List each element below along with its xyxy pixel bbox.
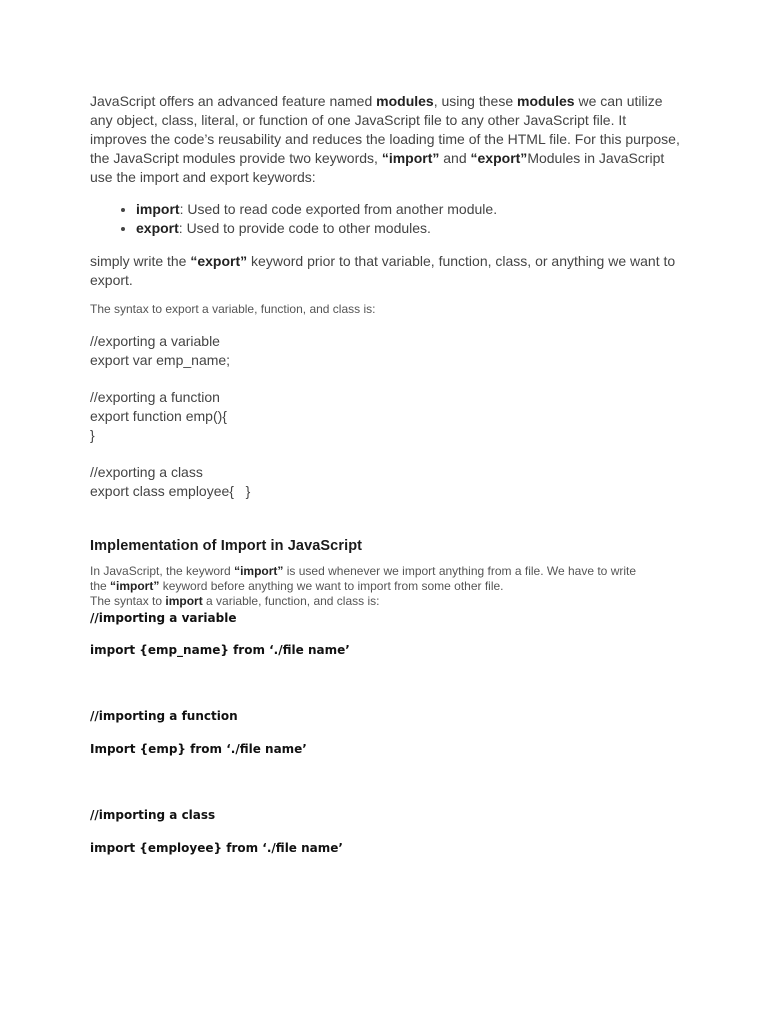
import-bold: “import” — [110, 579, 160, 593]
export-code-block: //exporting a variable export var emp_name; //exporting a function export function emp(){ } //exporting a class export class employee{ } — [90, 333, 251, 499]
import-text: The syntax to — [90, 594, 166, 608]
list-item-term: import — [136, 201, 180, 217]
list-item-term: export — [136, 220, 179, 236]
export-bold: “export” — [190, 253, 248, 269]
import-paragraph — [90, 564, 636, 609]
intro-line: improves the code’s reusability and reduces the loading time of the HTML file. For this purpose, — [90, 131, 680, 147]
intro-line: any object, class, literal, or function of one JavaScript file to any other JavaScript file. It — [90, 112, 627, 128]
import-class-statement: import {employee} from ‘./file name’ — [90, 841, 343, 855]
export-text: simply write the — [90, 253, 191, 269]
intro-line: use the import and export keywords: — [90, 169, 316, 185]
list-item-text: : Used to provide code to other modules. — [178, 220, 431, 236]
import-class-comment: //importing a class — [90, 808, 216, 822]
export-text: export. — [90, 272, 133, 288]
list-item — [136, 200, 497, 219]
export-text: keyword prior to that variable, function, class, or anything we want to — [247, 253, 676, 269]
import-text: is used whenever we import anything from a file. We have to write — [283, 564, 637, 578]
import-text: a variable, function, and class is: — [202, 594, 380, 608]
intro-bold: “export” — [470, 150, 528, 166]
export-paragraph — [90, 252, 675, 290]
import-variable-comment: //importing a variable — [90, 611, 237, 625]
intro-text: and — [439, 150, 471, 166]
intro-bold: modules — [376, 93, 434, 109]
list-item-text: : Used to read code exported from another module. — [179, 201, 498, 217]
import-variable-statement: import {emp_name} from ‘./file name’ — [90, 643, 350, 657]
section-heading: Implementation of Import in JavaScript — [90, 538, 363, 554]
intro-paragraph — [90, 92, 680, 187]
import-bold: “import” — [234, 564, 284, 578]
intro-text: we can utilize — [574, 93, 663, 109]
intro-text: , using these — [433, 93, 517, 109]
import-bold: import — [165, 594, 203, 608]
import-text: keyword before anything we want to import from some other file. — [159, 579, 504, 593]
intro-bold: modules — [517, 93, 575, 109]
intro-text: JavaScript offers an advanced feature named — [90, 93, 377, 109]
import-text: the — [90, 579, 111, 593]
import-text: In JavaScript, the keyword — [90, 564, 235, 578]
intro-bold: “import” — [381, 150, 440, 166]
export-syntax-note: The syntax to export a variable, function, and class is: — [90, 302, 376, 316]
import-function-comment: //importing a function — [90, 709, 238, 723]
intro-text: the JavaScript modules provide two keywords, — [90, 150, 382, 166]
intro-text: Modules in JavaScript — [527, 150, 665, 166]
import-function-statement: Import {emp} from ‘./file name’ — [90, 742, 307, 756]
keyword-list — [90, 200, 497, 238]
list-item — [136, 219, 497, 238]
